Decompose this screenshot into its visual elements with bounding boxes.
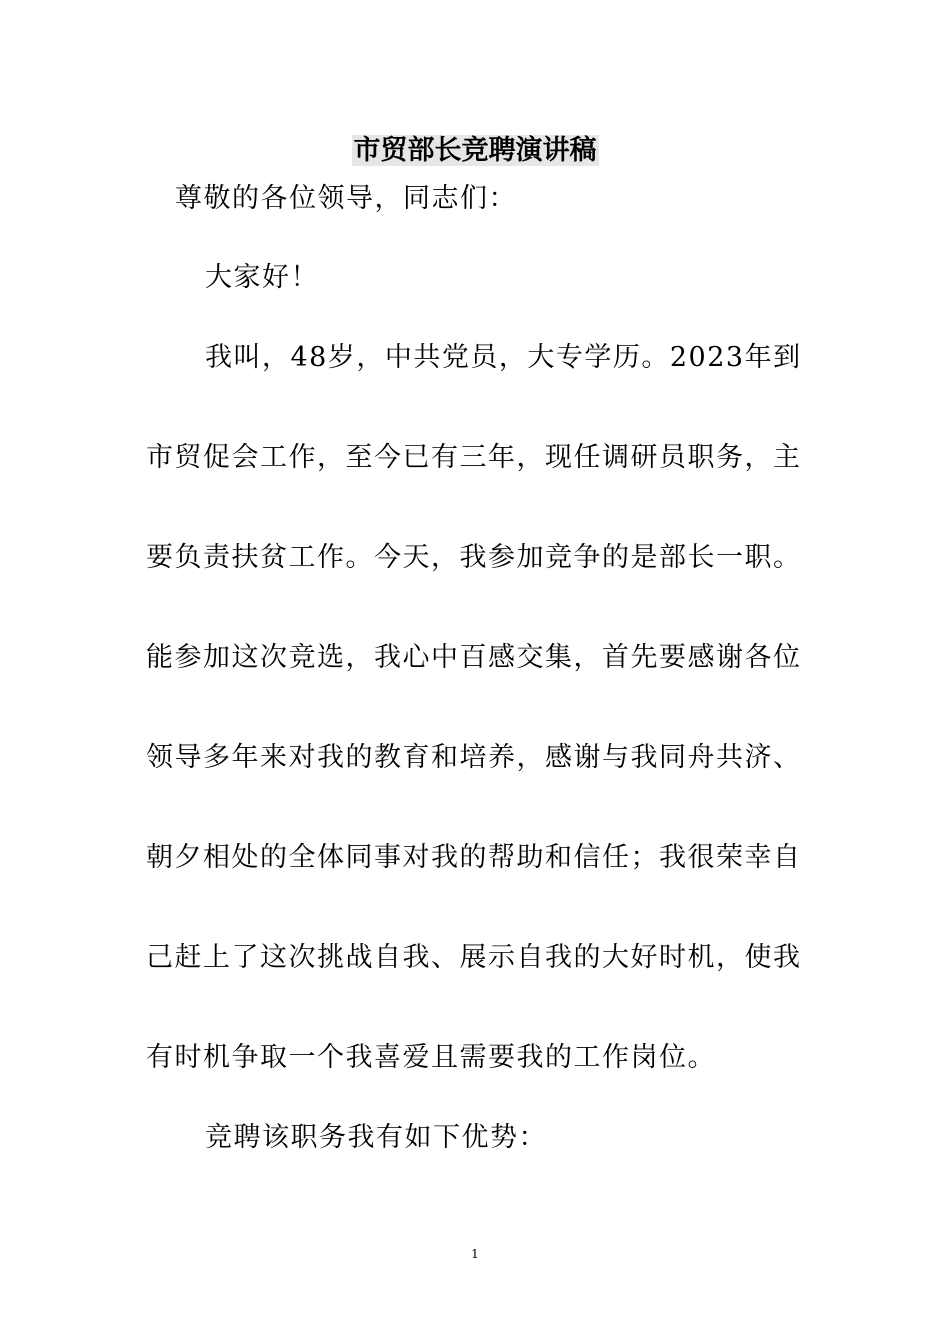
body-line: 要负责扶贫工作。今天，我参加竞争的是部长一职。	[146, 542, 802, 573]
document-title-text: 市贸部长竞聘演讲稿	[353, 135, 597, 166]
body-line: 市贸促会工作，至今已有三年，现任调研员职务，主	[146, 442, 802, 473]
body-line: 朝夕相处的全体同事对我的帮助和信任；我很荣幸自	[146, 842, 802, 873]
body-line: 能参加这次竞选，我心中百感交集，首先要感谢各位	[146, 642, 802, 673]
greeting: 大家好！	[205, 262, 319, 293]
document-title	[0, 131, 950, 171]
body-line: 我叫，48岁，中共党员，大专学历。2023年到	[205, 342, 802, 373]
advantages-intro: 竞聘该职务我有如下优势：	[205, 1122, 547, 1153]
body-line: 有时机争取一个我喜爱且需要我的工作岗位。	[146, 1042, 716, 1073]
page-number: 1	[471, 1247, 479, 1261]
body-line: 领导多年来对我的教育和培养，感谢与我同舟共济、	[146, 742, 802, 773]
body-line: 己赶上了这次挑战自我、展示自我的大好时机，使我	[146, 942, 802, 973]
salutation: 尊敬的各位领导，同志们：	[175, 183, 517, 214]
